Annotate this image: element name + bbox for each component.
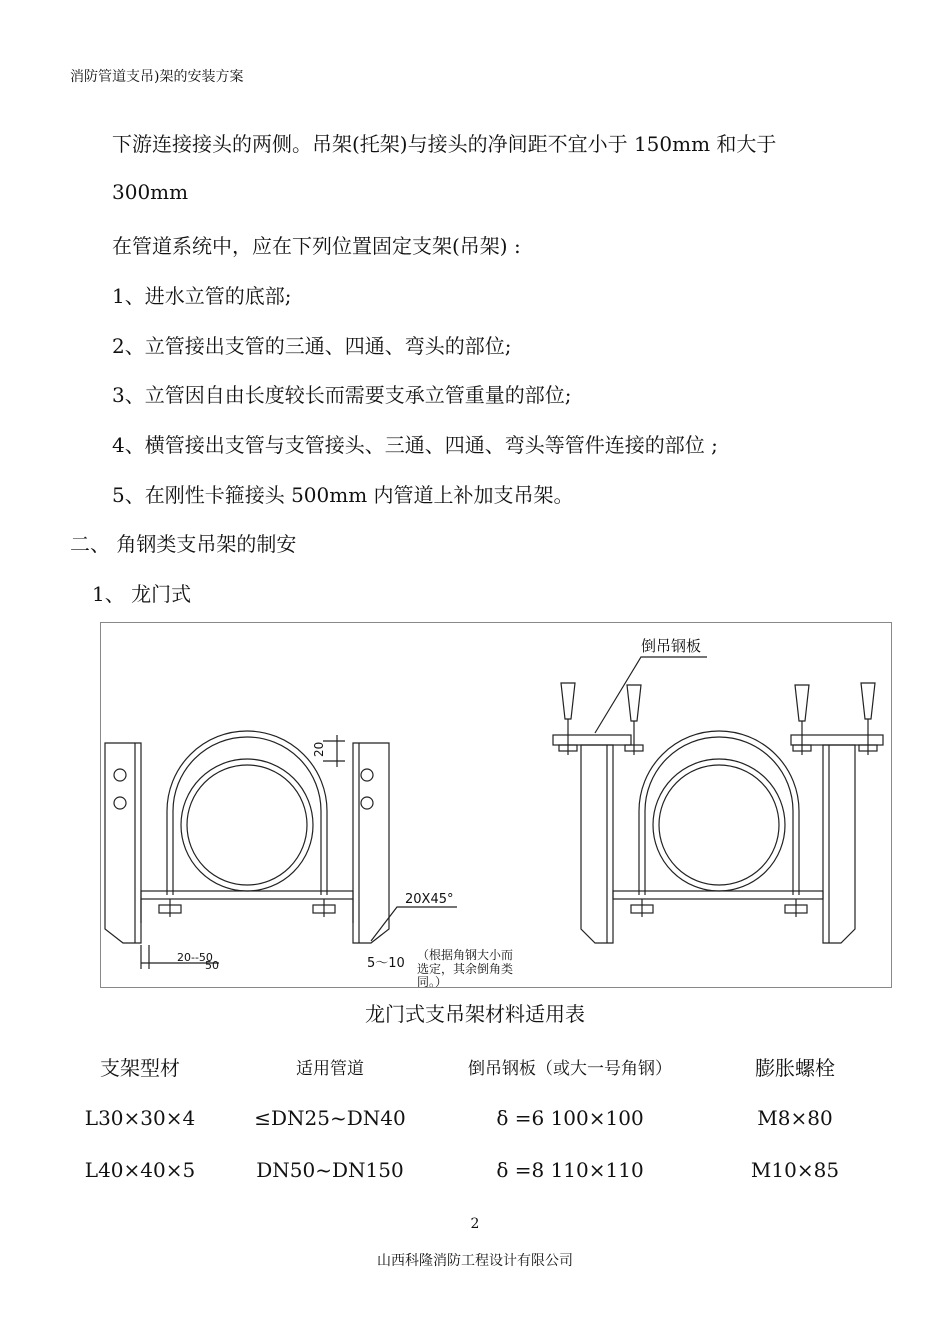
table-cell: M10×85 (750, 1158, 840, 1182)
material-table (60, 1040, 890, 1196)
right-view (553, 657, 883, 943)
table-caption: 龙门式支吊架材料适用表 (365, 1002, 585, 1026)
paragraph-1: 下游连接接头的两侧。吊架(托架)与接头的净间距不宜小于 150mm 和大于 (112, 132, 777, 156)
note-line-3: 同。） (417, 975, 448, 987)
table-row (60, 1144, 890, 1196)
note-line-2: 选定，其余倒角类 (417, 962, 514, 976)
dim-2050-label: 20--50 (177, 951, 213, 964)
header-cell: 膨胀螺栓 (755, 1055, 835, 1080)
header-cell: 适用管道 (296, 1058, 364, 1079)
table-cell: δ =6 100×100 (496, 1106, 644, 1130)
paragraph-3: 在管道系统中，应在下列位置固定支架(吊架) : (112, 234, 521, 258)
list-item: 1、进水立管的底部; (112, 284, 292, 308)
plate-label: 倒吊钢板 (641, 637, 702, 655)
dim-50-label: 50 (205, 959, 219, 972)
table-cell: ≤DN25~DN40 (254, 1106, 406, 1130)
paragraph-2: 300mm (112, 180, 189, 204)
dim-510-label: 5～10 (367, 956, 405, 971)
list-item: 3、立管因自由长度较长而需要支承立管重量的部位; (112, 383, 572, 407)
list-item: 2、立管接出支管的三通、四通、弯头的部位; (112, 334, 512, 358)
left-view (105, 731, 457, 969)
note-line-1: （根据角钢大小而 (417, 948, 514, 962)
header-cell: 倒吊钢板（或大一号角钢） (468, 1058, 672, 1079)
list-item: 5、在刚性卡箍接头 500mm 内管道上补加支吊架。 (112, 483, 574, 507)
dim-20-label: 20 (312, 741, 326, 757)
gantry-support-drawing (100, 622, 892, 988)
chamfer-label: 20X45° (405, 892, 454, 907)
header-cell: 支架型材 (100, 1055, 180, 1080)
table-cell: L40×40×5 (84, 1158, 196, 1182)
table-cell: DN50~DN150 (256, 1158, 404, 1182)
table-row (60, 1092, 890, 1144)
subsection-heading: 1、 龙门式 (92, 582, 192, 606)
page-number: 2 (470, 1216, 480, 1232)
table-cell: M8×80 (757, 1106, 833, 1130)
page-header: 消防管道支吊)架的安装方案 (70, 69, 244, 85)
table-header-row (60, 1040, 890, 1092)
list-item: 4、横管接出支管与支管接头、三通、四通、弯头等管件连接的部位 ; (112, 433, 718, 457)
page-footer: 山西科隆消防工程设计有限公司 (377, 1253, 573, 1269)
table-cell: L30×30×4 (84, 1106, 196, 1130)
table-cell: δ =8 110×110 (496, 1158, 644, 1182)
section-heading: 二、 角钢类支吊架的制安 (70, 532, 297, 556)
